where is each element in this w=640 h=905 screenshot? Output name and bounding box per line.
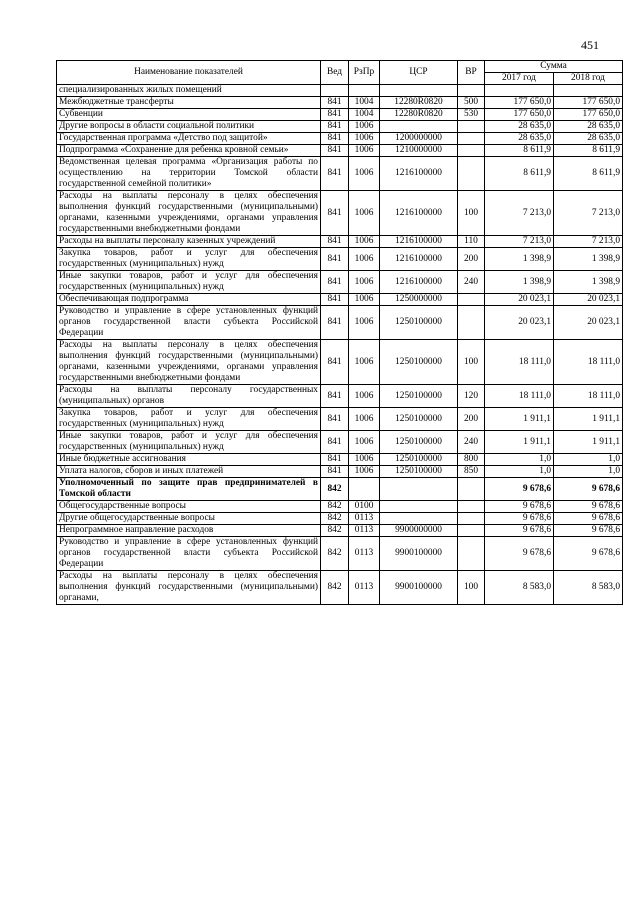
row-name-cell: Ведомственная целевая программа «Организация работы по осуществлению на территории Томской области государственной семейной политики» [57,157,321,191]
table-row [57,454,623,466]
row-sum-2018-cell: 1 398,9 [554,248,623,271]
row-vr-cell [458,478,485,501]
row-rzpr-cell: 0113 [349,571,380,605]
row-sum-2018-cell: 1,0 [554,454,623,466]
row-sum-2017-cell: 8 611,9 [485,145,554,157]
row-csr-cell: 12280R0820 [380,97,458,109]
row-ved-cell: 841 [321,340,349,385]
row-sum-2018-cell: 28 635,0 [554,133,623,145]
row-vr-cell: 850 [458,466,485,478]
row-sum-2017-cell: 7 213,0 [485,191,554,236]
row-rzpr-cell: 0113 [349,537,380,571]
row-rzpr-cell: 1006 [349,466,380,478]
row-sum-2017-cell: 18 111,0 [485,385,554,408]
row-csr-cell: 9900100000 [380,537,458,571]
row-rzpr-cell: 1006 [349,454,380,466]
header-sum: Сумма [485,61,623,73]
row-name-cell: Иные закупки товаров, работ и услуг для обеспечения государственных (муниципальных) нужд [57,271,321,294]
row-sum-2018-cell: 20 023,1 [554,294,623,306]
row-sum-2018-cell: 18 111,0 [554,340,623,385]
row-name-cell: специализированных жилых помещений [57,85,321,97]
row-vr-cell [458,525,485,537]
row-csr-cell: 1216100000 [380,271,458,294]
row-rzpr-cell: 1006 [349,191,380,236]
row-vr-cell [458,501,485,513]
table-row [57,537,623,571]
row-sum-2018-cell: 1 911,1 [554,408,623,431]
row-vr-cell: 120 [458,385,485,408]
row-sum-2018-cell [554,85,623,97]
row-rzpr-cell: 1006 [349,408,380,431]
row-ved-cell: 841 [321,121,349,133]
table-row [57,145,623,157]
row-sum-2018-cell: 1 398,9 [554,271,623,294]
table-row [57,501,623,513]
row-ved-cell: 841 [321,236,349,248]
row-ved-cell: 842 [321,525,349,537]
row-csr-cell: 9900100000 [380,571,458,605]
row-ved-cell: 842 [321,571,349,605]
table-row [57,340,623,385]
row-name-cell: Расходы на выплаты персоналу государственных (муниципальных) органов [57,385,321,408]
row-vr-cell [458,145,485,157]
table-row [57,571,623,605]
row-ved-cell: 841 [321,191,349,236]
row-vr-cell [458,513,485,525]
row-rzpr-cell [349,85,380,97]
row-vr-cell: 530 [458,109,485,121]
table-row [57,306,623,340]
row-sum-2017-cell: 9 678,6 [485,501,554,513]
row-sum-2018-cell: 177 650,0 [554,97,623,109]
row-sum-2018-cell: 9 678,6 [554,478,623,501]
row-ved-cell: 841 [321,385,349,408]
row-name-cell: Государственная программа «Детство под защитой» [57,133,321,145]
table-row [57,294,623,306]
table-body [57,85,623,605]
row-rzpr-cell: 1006 [349,248,380,271]
row-name-cell: Межбюджетные трансферты [57,97,321,109]
row-sum-2018-cell: 9 678,6 [554,513,623,525]
row-rzpr-cell: 0100 [349,501,380,513]
row-vr-cell [458,294,485,306]
row-ved-cell: 842 [321,537,349,571]
row-rzpr-cell [349,478,380,501]
row-rzpr-cell: 1004 [349,97,380,109]
table-row [57,157,623,191]
row-name-cell: Расходы на выплаты персоналу в целях обеспечения выполнения функций государственными (муниципальными) органами, [57,571,321,605]
table-row [57,408,623,431]
table-row [57,85,623,97]
header-ved: Вед [321,61,349,85]
row-ved-cell: 842 [321,513,349,525]
row-vr-cell [458,133,485,145]
row-name-cell: Руководство и управление в сфере установленных функций органов государственной власти субъекта Российской Федерации [57,306,321,340]
row-rzpr-cell: 1006 [349,157,380,191]
table-row [57,121,623,133]
table-row [57,478,623,501]
row-name-cell: Закупка товаров, работ и услуг для обеспечения государственных (муниципальных) нужд [57,248,321,271]
row-sum-2017-cell: 1 911,1 [485,408,554,431]
row-rzpr-cell: 1006 [349,306,380,340]
row-ved-cell: 841 [321,109,349,121]
row-name-cell: Непрограммное направление расходов [57,525,321,537]
row-vr-cell: 800 [458,454,485,466]
row-name-cell: Иные бюджетные ассигнования [57,454,321,466]
row-csr-cell [380,513,458,525]
table-row [57,236,623,248]
row-sum-2017-cell: 8 611,9 [485,157,554,191]
row-ved-cell: 841 [321,306,349,340]
header-2018: 2018 год [554,73,623,85]
row-name-cell: Расходы на выплаты персоналу в целях обеспечения выполнения функций государственными (муниципальными) органами, казенными учреждениями, органами управления государственными внебюджетными фондами [57,191,321,236]
page-number: 451 [581,38,599,52]
header-csr: ЦСР [380,61,458,85]
row-sum-2017-cell: 1,0 [485,466,554,478]
row-sum-2018-cell: 1 911,1 [554,431,623,454]
row-name-cell: Расходы на выплаты персоналу в целях обеспечения выполнения функций государственными (муниципальными) органами, казенными учреждениями, органами управления государственными внебюджетными фондами [57,340,321,385]
table-row [57,385,623,408]
row-vr-cell: 100 [458,340,485,385]
row-sum-2018-cell: 8 583,0 [554,571,623,605]
row-csr-cell: 1250100000 [380,306,458,340]
row-sum-2017-cell: 177 650,0 [485,109,554,121]
row-rzpr-cell: 1006 [349,431,380,454]
row-rzpr-cell: 1006 [349,271,380,294]
row-ved-cell: 841 [321,248,349,271]
header-vr: ВР [458,61,485,85]
table-row [57,191,623,236]
budget-table [56,60,623,605]
row-sum-2018-cell: 7 213,0 [554,191,623,236]
row-sum-2017-cell: 1,0 [485,454,554,466]
row-ved-cell: 841 [321,133,349,145]
row-ved-cell: 841 [321,454,349,466]
row-sum-2018-cell: 7 213,0 [554,236,623,248]
row-vr-cell: 240 [458,271,485,294]
row-sum-2018-cell: 28 635,0 [554,121,623,133]
row-ved-cell: 841 [321,466,349,478]
row-rzpr-cell: 1006 [349,385,380,408]
row-sum-2018-cell: 9 678,6 [554,501,623,513]
row-sum-2017-cell [485,85,554,97]
table-header [57,61,623,85]
row-name-cell: Руководство и управление в сфере установленных функций органов государственной власти субъекта Российской Федерации [57,537,321,571]
row-csr-cell [380,85,458,97]
row-ved-cell: 841 [321,157,349,191]
row-csr-cell: 1250100000 [380,340,458,385]
row-sum-2017-cell: 1 911,1 [485,431,554,454]
header-2017: 2017 год [485,73,554,85]
row-ved-cell: 842 [321,478,349,501]
row-rzpr-cell: 1006 [349,236,380,248]
row-csr-cell: 1216100000 [380,248,458,271]
row-csr-cell: 12280R0820 [380,109,458,121]
row-sum-2018-cell: 9 678,6 [554,525,623,537]
row-csr-cell: 1216100000 [380,236,458,248]
row-vr-cell: 500 [458,97,485,109]
row-rzpr-cell: 1006 [349,294,380,306]
row-sum-2017-cell: 1 398,9 [485,271,554,294]
row-sum-2017-cell: 9 678,6 [485,513,554,525]
row-sum-2017-cell: 28 635,0 [485,121,554,133]
table-row [57,431,623,454]
row-ved-cell: 841 [321,431,349,454]
row-rzpr-cell: 1006 [349,121,380,133]
row-sum-2018-cell: 8 611,9 [554,157,623,191]
row-sum-2018-cell: 177 650,0 [554,109,623,121]
row-name-cell: Закупка товаров, работ и услуг для обеспечения государственных (муниципальных) нужд [57,408,321,431]
row-vr-cell: 200 [458,408,485,431]
row-name-cell: Расходы на выплаты персоналу казенных учреждений [57,236,321,248]
row-sum-2018-cell: 18 111,0 [554,385,623,408]
row-csr-cell: 1250100000 [380,431,458,454]
row-sum-2018-cell: 1,0 [554,466,623,478]
row-sum-2017-cell: 7 213,0 [485,236,554,248]
row-sum-2017-cell: 177 650,0 [485,97,554,109]
table-row [57,513,623,525]
row-vr-cell: 100 [458,571,485,605]
table-row [57,248,623,271]
row-name-cell: Подпрограмма «Сохранение для ребенка кровной семьи» [57,145,321,157]
row-csr-cell: 1216100000 [380,191,458,236]
row-csr-cell [380,501,458,513]
row-csr-cell: 1250100000 [380,408,458,431]
row-sum-2017-cell: 9 678,6 [485,525,554,537]
row-csr-cell: 1250100000 [380,385,458,408]
row-name-cell: Субвенции [57,109,321,121]
header-rzpr: РзПр [349,61,380,85]
row-csr-cell [380,478,458,501]
row-sum-2017-cell: 28 635,0 [485,133,554,145]
row-vr-cell: 240 [458,431,485,454]
row-csr-cell: 1250100000 [380,466,458,478]
row-csr-cell: 1210000000 [380,145,458,157]
row-vr-cell [458,537,485,571]
row-vr-cell [458,157,485,191]
table-row [57,133,623,145]
row-sum-2017-cell: 9 678,6 [485,537,554,571]
row-vr-cell: 100 [458,191,485,236]
row-sum-2017-cell: 1 398,9 [485,248,554,271]
row-name-cell: Другие общегосударственные вопросы [57,513,321,525]
row-csr-cell: 1250100000 [380,454,458,466]
row-rzpr-cell: 1006 [349,145,380,157]
row-ved-cell: 841 [321,145,349,157]
row-sum-2017-cell: 9 678,6 [485,478,554,501]
row-ved-cell: 842 [321,501,349,513]
row-ved-cell: 841 [321,408,349,431]
row-vr-cell [458,121,485,133]
row-csr-cell: 1200000000 [380,133,458,145]
row-name-cell: Иные закупки товаров, работ и услуг для обеспечения государственных (муниципальных) нужд [57,431,321,454]
row-vr-cell: 200 [458,248,485,271]
row-name-cell: Уплата налогов, сборов и иных платежей [57,466,321,478]
row-csr-cell: 9900000000 [380,525,458,537]
row-csr-cell: 1250000000 [380,294,458,306]
row-sum-2017-cell: 18 111,0 [485,340,554,385]
header-name: Наименование показателей [57,61,321,85]
row-name-cell: Общегосударственные вопросы [57,501,321,513]
row-rzpr-cell: 1006 [349,133,380,145]
row-sum-2018-cell: 20 023,1 [554,306,623,340]
row-vr-cell [458,306,485,340]
row-name-cell: Уполномоченный по защите прав предпринимателей в Томской области [57,478,321,501]
table-row [57,97,623,109]
table-row [57,109,623,121]
row-rzpr-cell: 0113 [349,525,380,537]
table-row [57,525,623,537]
row-vr-cell [458,85,485,97]
row-ved-cell [321,85,349,97]
table-row [57,466,623,478]
row-sum-2018-cell: 8 611,9 [554,145,623,157]
row-ved-cell: 841 [321,97,349,109]
row-vr-cell: 110 [458,236,485,248]
row-rzpr-cell: 0113 [349,513,380,525]
row-sum-2018-cell: 9 678,6 [554,537,623,571]
row-sum-2017-cell: 20 023,1 [485,294,554,306]
row-name-cell: Обеспечивающая подпрограмма [57,294,321,306]
row-sum-2017-cell: 20 023,1 [485,306,554,340]
row-name-cell: Другие вопросы в области социальной политики [57,121,321,133]
row-csr-cell: 1216100000 [380,157,458,191]
row-sum-2017-cell: 8 583,0 [485,571,554,605]
row-csr-cell [380,121,458,133]
row-rzpr-cell: 1004 [349,109,380,121]
row-rzpr-cell: 1006 [349,340,380,385]
row-ved-cell: 841 [321,294,349,306]
table-row [57,271,623,294]
row-ved-cell: 841 [321,271,349,294]
